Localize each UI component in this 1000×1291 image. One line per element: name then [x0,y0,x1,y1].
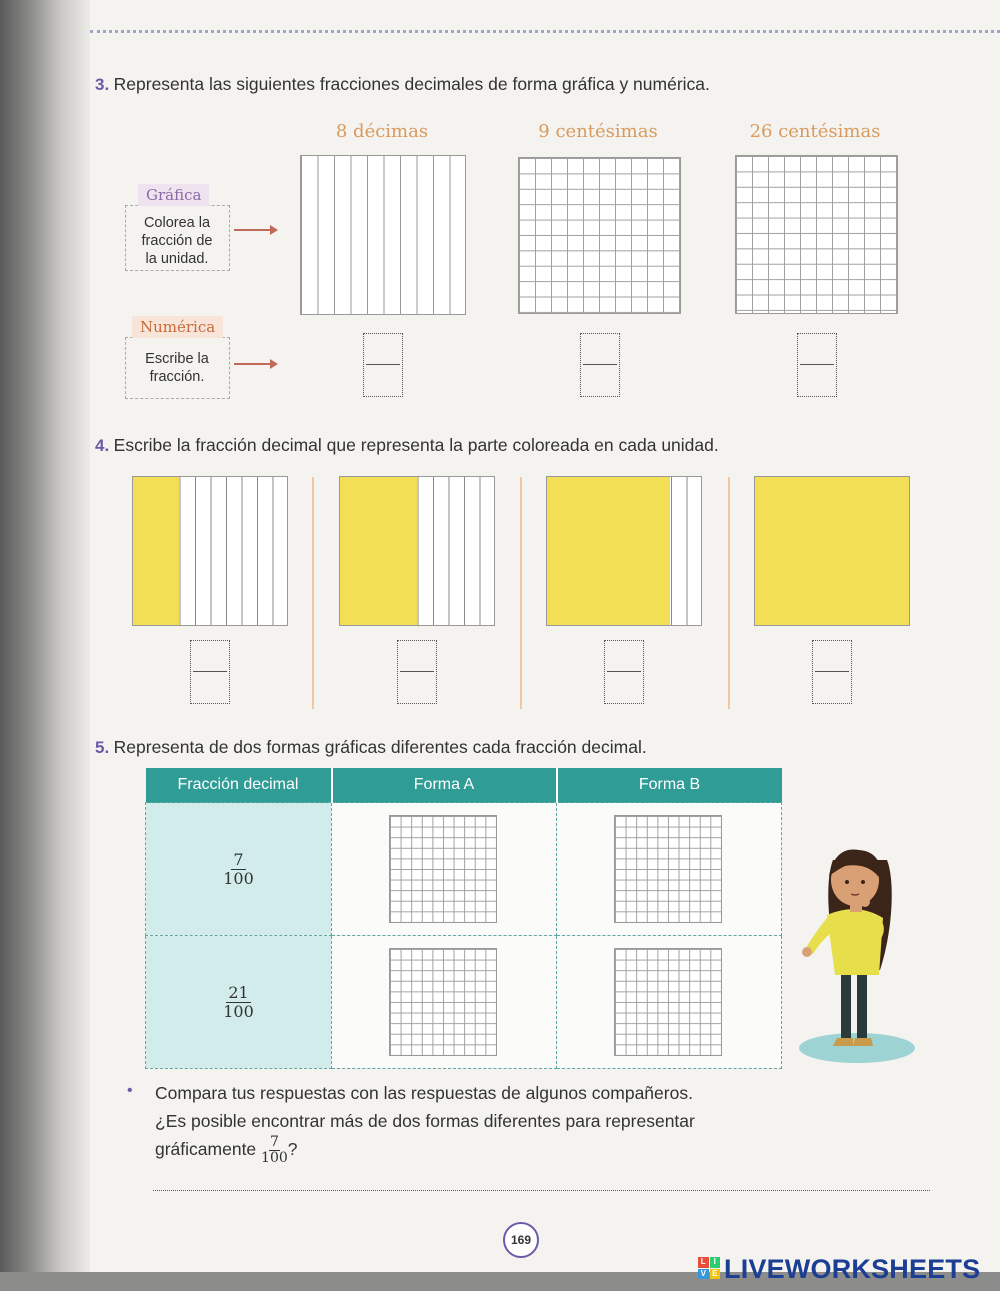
divider [312,477,314,709]
numerica-hint: Escribe la fracción. [145,351,209,385]
shaded-unit-4 [754,476,910,626]
numerica-label: Numérica [132,318,223,337]
divider [728,477,730,709]
header-fraccion-decimal: Fracción decimal [146,768,332,803]
forma-a-cell [332,803,557,936]
question-text: Representa las siguientes fracciones decimales de forma gráfica y numérica. [113,74,710,94]
hundredths-grid-9-centesimas[interactable] [518,157,681,314]
fraction-answer-box[interactable] [190,640,230,704]
question-text: Representa de dos formas gráficas diferentes cada fracción decimal. [113,737,647,757]
shaded-part [755,477,909,625]
liveworksheets-logo-icon: L I V E [698,1257,720,1279]
arrow-right-icon [234,363,276,365]
table-row [146,803,782,936]
fraction-answer-box[interactable] [797,333,837,397]
fraction-answer-box[interactable] [397,640,437,704]
question-number: 4. [95,436,110,455]
hundredths-grid-26-centesimas[interactable] [735,155,898,314]
fraction-answer-box[interactable] [580,333,620,397]
page-number: 169 [503,1222,539,1258]
shaded-unit-3 [546,476,702,626]
question-number: 5. [95,738,110,757]
hundredths-grid[interactable] [389,948,497,1056]
question-text: Escribe la fracción decimal que representa la parte coloreada en cada unidad. [113,435,719,455]
answer-line[interactable] [153,1190,930,1191]
question-4-heading [95,435,719,456]
shaded-part [340,477,417,625]
arrow-right-icon [234,229,276,231]
tenths-grid-8-decimas[interactable] [300,155,466,315]
question-number: 3. [95,75,110,94]
fraction-answer-box[interactable] [363,333,403,397]
girl-thinking-illustration [795,840,925,1070]
top-dotted-rule [90,30,1000,33]
column-title-8-decimas: 8 décimas [335,121,429,142]
book-spine-shadow [0,0,90,1291]
question-5-heading [95,737,647,758]
forma-b-cell [557,936,782,1069]
fraction: $\frac{7}{100}$ [261,1134,288,1166]
grafica-hint: Colorea la fracción de la unidad. [141,215,213,267]
hundredths-grid[interactable] [614,815,722,923]
bullet-question: Compara tus respuestas con las respuestas de algunos compañeros. ¿Es posible encontrar más de dos formas diferentes para representar gráficamente $\frac{7}{100}$ ? [155,1083,695,1166]
shaded-part [547,477,670,625]
header-forma-b: Forma B [557,768,782,803]
column-title-9-centesimas: 9 centésimas [538,121,658,142]
shaded-unit-1 [132,476,288,626]
fraction-cell [146,936,332,1069]
divider [520,477,522,709]
question-3-heading [95,74,710,95]
fraction-answer-box[interactable] [604,640,644,704]
forma-b-cell [557,803,782,936]
representation-table [145,768,782,1069]
fraction-answer-box[interactable] [812,640,852,704]
brand-text: LIVEWORKSHEETS [724,1254,981,1284]
header-forma-a: Forma A [332,768,557,803]
fraction: $\frac{21}{100}$ [223,982,254,1021]
shaded-part [133,477,179,625]
column-title-26-centesimas: 26 centésimas [749,121,881,142]
bullet-icon: • [127,1082,133,1099]
fraction: $\frac{7}{100}$ [223,849,254,888]
fraction-cell [146,803,332,936]
grafica-label: Gráfica [138,186,209,205]
hundredths-grid[interactable] [614,948,722,1056]
table-row [146,936,782,1069]
forma-a-cell [332,936,557,1069]
hundredths-grid[interactable] [389,815,497,923]
shaded-unit-2 [339,476,495,626]
